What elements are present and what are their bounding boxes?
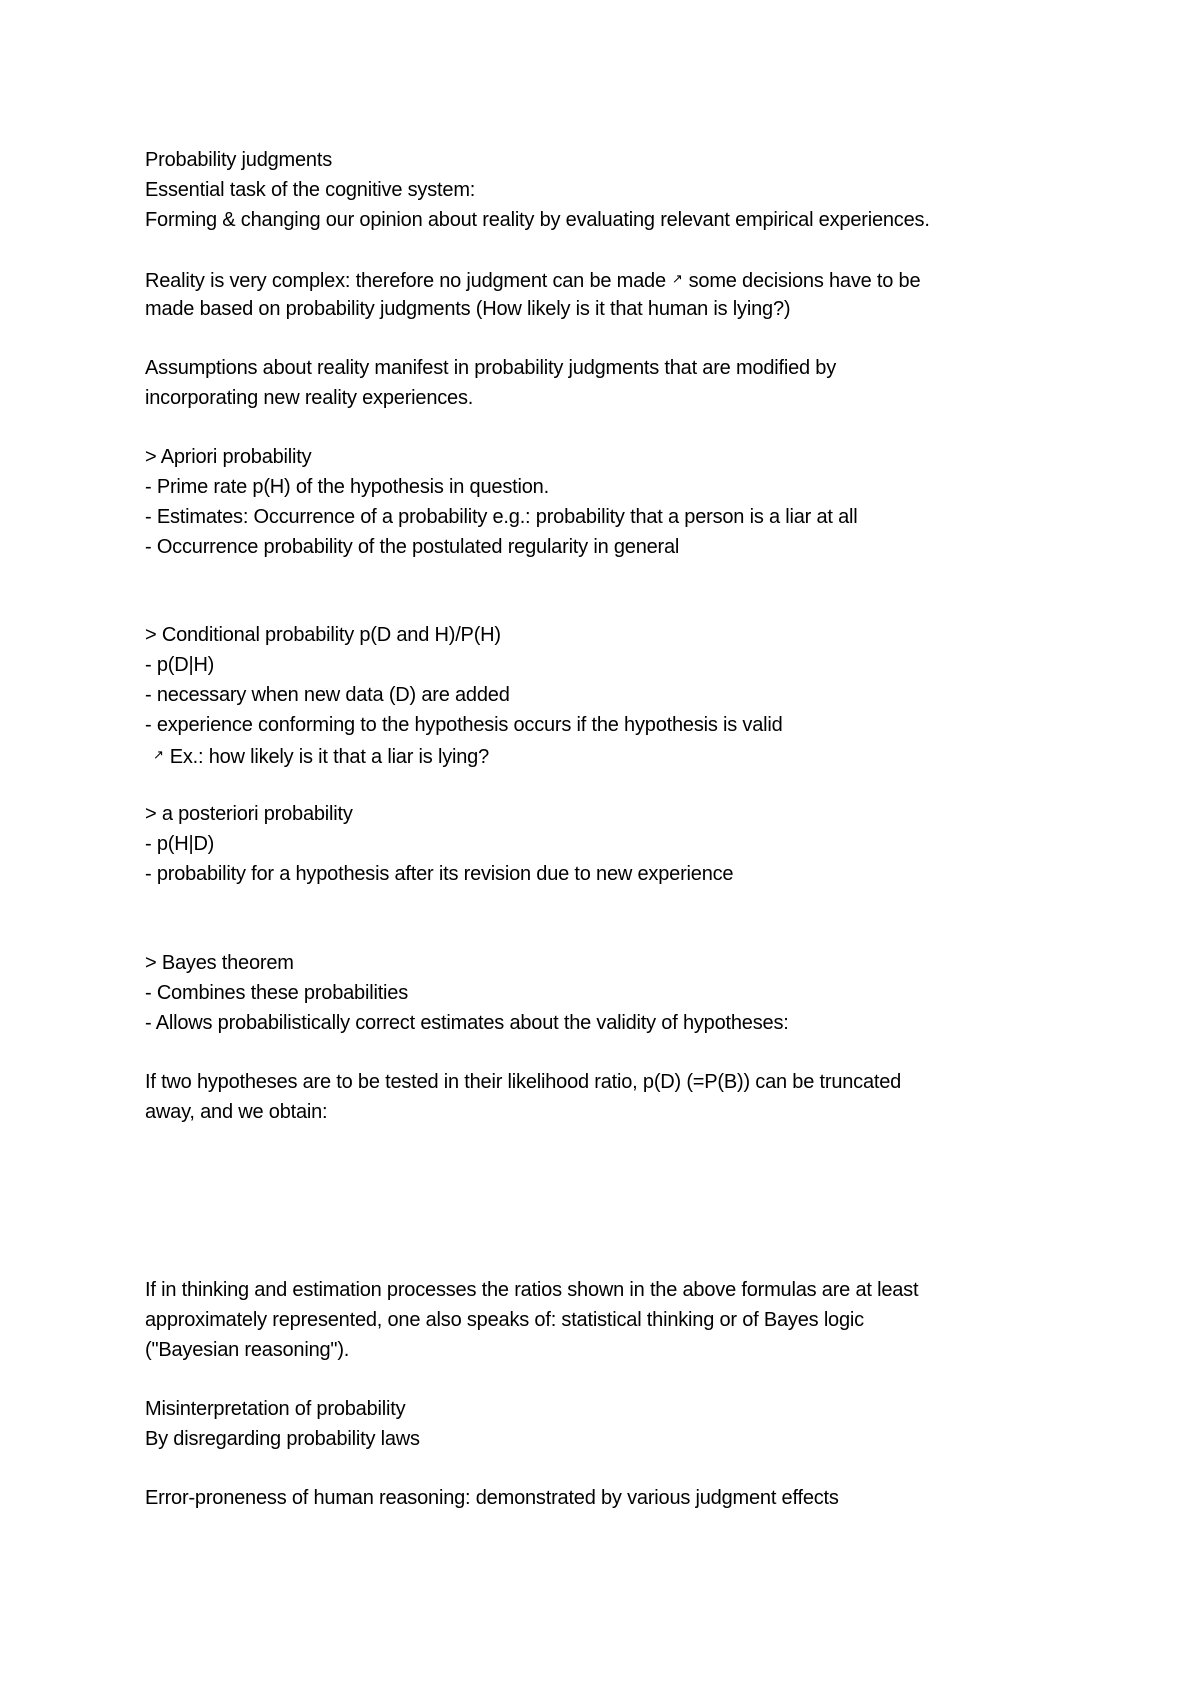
section-heading: > Apriori probability	[145, 446, 312, 468]
section-title: Probability judgments	[145, 149, 333, 171]
list-item: - Estimates: Occurrence of a probability e.g.: probability that a person is a liar at all	[145, 506, 858, 528]
text-line: If two hypotheses are to be tested in their likelihood ratio, p(D) (=P(B)) can be truncated	[145, 1071, 902, 1093]
list-item: - Prime rate p(H) of the hypothesis in question.	[145, 476, 549, 498]
text-fragment: Ex.: how likely is it that a liar is lying?	[169, 746, 490, 768]
list-item: - Combines these probabilities	[145, 982, 409, 1004]
list-item: - probability for a hypothesis after its revision due to new experience	[145, 863, 734, 885]
text-line	[145, 264, 920, 296]
arrow-icon: ↗	[153, 747, 164, 762]
list-item: - experience conforming to the hypothesis occurs if the hypothesis is valid	[145, 714, 783, 736]
text-line: made based on probability judgments (How likely is it that human is lying?)	[145, 298, 791, 320]
section-heading: > Conditional probability p(D and H)/P(H)	[145, 624, 501, 646]
text-line: If in thinking and estimation processes the ratios shown in the above formulas are at least	[145, 1279, 919, 1301]
text-fragment: Reality is very complex: therefore no judgment can be made	[145, 270, 666, 292]
list-item: - Allows probabilistically correct estimates about the validity of hypotheses:	[145, 1012, 789, 1034]
section-heading: > Bayes theorem	[145, 952, 294, 974]
list-item: - p(D|H)	[145, 654, 215, 676]
text-line: Error-proneness of human reasoning: demonstrated by various judgment effects	[145, 1487, 839, 1509]
text-line: By disregarding probability laws	[145, 1428, 420, 1450]
list-item	[145, 740, 489, 772]
text-fragment: some decisions have to be	[688, 270, 921, 292]
text-line: incorporating new reality experiences.	[145, 387, 474, 409]
text-line: ("Bayesian reasoning").	[145, 1339, 350, 1361]
section-heading: > a posteriori probability	[145, 803, 353, 825]
text-line: approximately represented, one also speaks of: statistical thinking or of Bayes logic	[145, 1309, 864, 1331]
arrow-icon: ↗	[671, 271, 683, 286]
text-line: Assumptions about reality manifest in probability judgments that are modified by	[145, 357, 837, 379]
list-item: - p(H|D)	[145, 833, 215, 855]
list-item: - Occurrence probability of the postulated regularity in general	[145, 536, 680, 558]
text-line: Essential task of the cognitive system:	[145, 179, 476, 201]
section-heading: Misinterpretation of probability	[145, 1398, 406, 1420]
text-line: away, and we obtain:	[145, 1101, 328, 1123]
list-item: - necessary when new data (D) are added	[145, 684, 510, 706]
text-line: Forming & changing our opinion about reality by evaluating relevant empirical experiences.	[145, 209, 930, 231]
